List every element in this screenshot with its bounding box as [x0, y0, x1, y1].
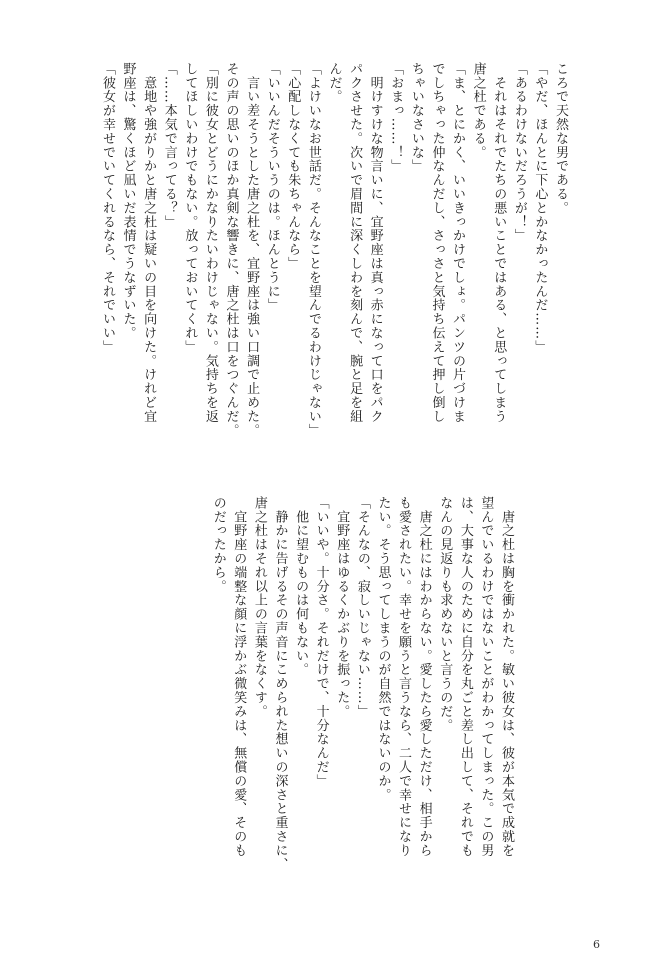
paragraph-line: 唐之杜にはわからない。愛したら愛しただけ、相手から	[416, 496, 432, 858]
paragraph-line: 望んでいるわけではないことがわかってしまった。この男	[478, 496, 494, 858]
paragraph-line: 「別に彼女とどうにかなりたいわけじゃない。気持ちを返	[202, 62, 218, 424]
paragraph-line: パクさせた。次いで眉間に深くしわを刻んで、腕と足を組	[347, 62, 363, 424]
paragraph-line: してほしいわけでもない。放っておいてくれ」	[182, 62, 198, 354]
paragraph-line: 「彼女が幸せでいてくれるなら、それでいい」	[99, 62, 115, 354]
paragraph-line: その声の思いのほか真剣な響きに、唐之杜は口をつぐんだ。	[223, 62, 239, 438]
paragraph-line: も愛されたい。幸せを願うと言うなら、二人で幸せになり	[396, 496, 412, 858]
paragraph-line: 宜野座はゆるくかぶりを振った。	[334, 496, 350, 719]
paragraph-line: 「……本気で言ってる？」	[161, 62, 177, 229]
paragraph-line: 静かに告げるその声音にこめられた想いの深さと重さに、	[272, 496, 288, 872]
paragraph-line: 「いいや。十分さ。それだけで、十分なんだ」	[313, 496, 329, 788]
paragraph-line: 他に望むものは何もない。	[293, 496, 309, 677]
paragraph-line: たい。そう思ってしまうのが自然ではないのか。	[375, 496, 391, 802]
paragraph-line: 「よけいなお世話だ。そんなことを望んでるわけじゃない」	[305, 62, 321, 438]
upper-text-column	[50, 62, 570, 442]
paragraph-line: 「ま、とにかく、いいきっかけでしょ。パンツの片づけま	[450, 62, 466, 424]
paragraph-line: それはそれでたちの悪いことではある、と思ってしまう	[491, 62, 507, 424]
paragraph-line: 意地や強がりかと唐之杜は疑いの目を向けた。けれど宜	[141, 62, 157, 424]
paragraph-line: 明けすけな物言いに、宜野座は真っ赤になって口をパク	[367, 62, 383, 424]
paragraph-line: んだ。	[326, 62, 342, 104]
paragraph-line: 唐之杜はそれ以上の言葉をなくす。	[251, 496, 267, 719]
paragraph-line: ちゃいなさいな」	[408, 62, 424, 174]
paragraph-line: 唐之杜である。	[470, 62, 486, 160]
paragraph-line: 野座は、驚くほど凪いだ表情でうなずいた。	[120, 62, 136, 340]
paragraph-line: なんの見返りも求めないと言うのだ。	[437, 496, 453, 733]
paragraph-line: でしちゃった仲なんだし、さっさと気持ち伝えて押し倒し	[429, 62, 445, 424]
lower-text-column	[210, 496, 516, 906]
paragraph-line: 「あるわけないだろうが！」	[511, 62, 527, 243]
paragraph-line: のだったから。	[210, 496, 226, 594]
paragraph-line: 「そんなの、寂しいじゃない……」	[354, 496, 370, 719]
paragraph-line: 言い差そうとした唐之杜を、宜野座は強い口調で止めた。	[244, 62, 260, 438]
page-number: 6	[593, 938, 600, 951]
paragraph-line: 宜野座の端整な顔に浮かぶ微笑みは、無償の愛、そのも	[231, 496, 247, 858]
paragraph-line: 「いいんだそういうのは。ほんとうに」	[264, 62, 280, 313]
paragraph-line: ころで天然な男である。	[553, 62, 568, 215]
paragraph-line: 唐之杜は胸を衝かれた。敏い彼女は、彼が本気で成就を	[499, 496, 514, 858]
paragraph-line: 「おまっ……！」	[388, 62, 404, 174]
paragraph-line: 「心配しなくても朱ちゃんなら」	[285, 62, 301, 271]
paragraph-line: 「やだ、ほんとに下心とかなかったんだ……」	[532, 62, 548, 354]
paragraph-line: は、大事な人のために自分を丸ごと差し出して、それでも	[457, 496, 473, 858]
